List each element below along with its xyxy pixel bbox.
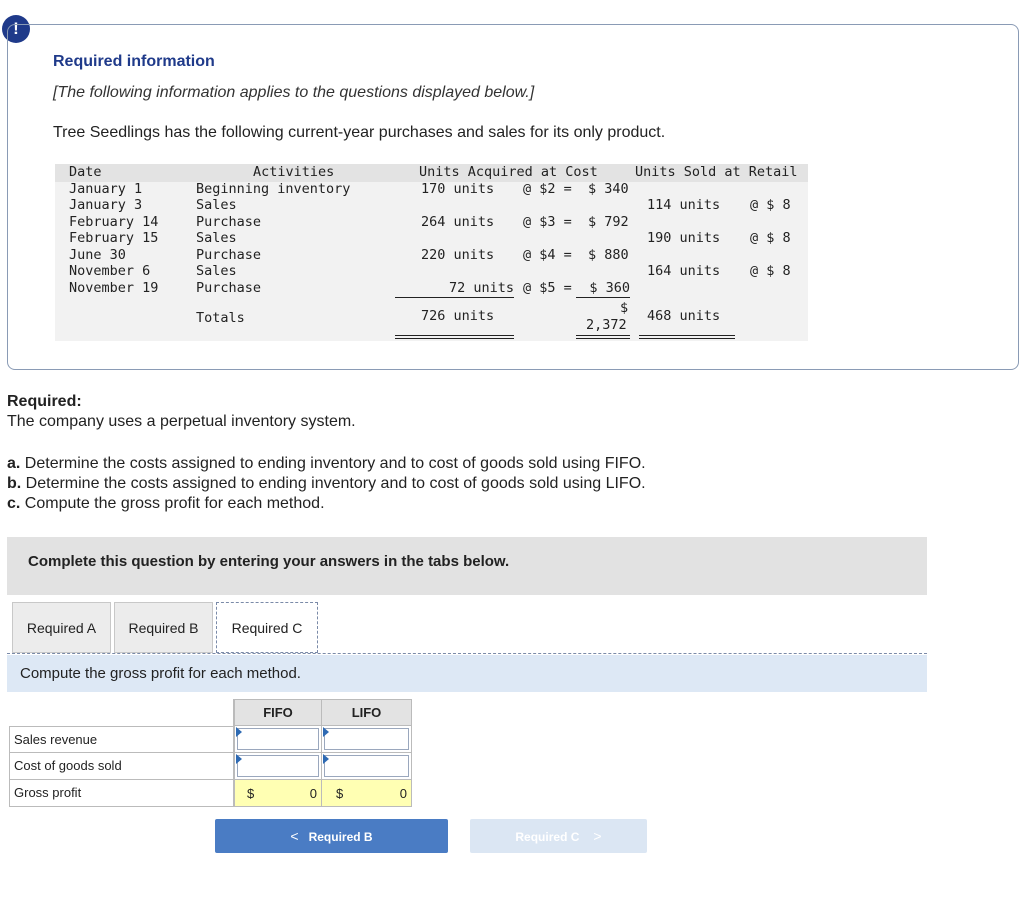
alert-icon: ! [2, 15, 30, 43]
chevron-left-icon: < [290, 828, 299, 844]
tab-required-a[interactable]: Required A [12, 602, 111, 653]
sales-revenue-lifo-input[interactable] [322, 726, 412, 753]
input-marker-icon [323, 727, 329, 737]
ledger-row-cost: $ 360 [576, 280, 630, 298]
column-header-lifo: LIFO [322, 699, 412, 726]
ledger-row-date: January 1 [69, 181, 143, 197]
gross-profit-fifo-amount: 0 [309, 786, 317, 801]
ledger-row-cost: $ 880 [588, 247, 629, 263]
prev-button-label: Required B [308, 830, 373, 844]
prev-button[interactable] [215, 819, 448, 853]
ledger-row-cost: $ 340 [588, 181, 629, 197]
input-marker-icon [236, 754, 242, 764]
gross-profit-lifo-value [322, 780, 412, 807]
ledger-row-date: June 30 [69, 247, 126, 263]
gross-profit-fifo-value [234, 780, 322, 807]
ledger-totals-units: 726 units [421, 308, 495, 324]
gross-profit-lifo-amount: 0 [399, 786, 407, 801]
required-heading: Required: [7, 393, 82, 410]
ledger-double-underline [576, 335, 630, 339]
ledger-totals-sold-units: 468 units [647, 308, 721, 324]
ledger-row-sold-rate: @ $ 8 [750, 263, 791, 279]
required-text: The company uses a perpetual inventory system. [7, 413, 356, 430]
question-item: a. Determine the costs assigned to ending inventory and to cost of goods sold using FIFO. [7, 455, 646, 472]
prompt-bar: Compute the gross profit for each method. [7, 655, 927, 692]
required-information-title: Required information [53, 53, 215, 70]
ledger-row-cost: $ 792 [588, 214, 629, 230]
currency-symbol: $ [336, 786, 344, 801]
row-label-cost-of-goods-sold: Cost of goods sold [9, 753, 234, 780]
ledger-double-underline [395, 335, 514, 339]
ledger-row-rate: @ $4 = [523, 247, 572, 263]
ledger-totals-cost-symbol: $ [620, 300, 629, 316]
question-list [7, 454, 646, 514]
ledger-row-activity: Sales [196, 197, 237, 213]
input-marker-icon [236, 727, 242, 737]
ledger-row-sold-rate: @ $ 8 [750, 197, 791, 213]
column-header-fifo: FIFO [234, 699, 322, 726]
required-information-subtitle: [The following information applies to the questions displayed below.] [53, 84, 535, 101]
next-button-label: Required C [515, 830, 580, 844]
ledger-row-units: 170 units [421, 181, 495, 197]
cogs-lifo-input[interactable] [322, 753, 412, 780]
ledger-row-activity: Beginning inventory [196, 181, 351, 197]
ledger-row-activity: Sales [196, 230, 237, 246]
ledger-row-units: 220 units [421, 247, 495, 263]
cogs-fifo-input[interactable] [234, 753, 322, 780]
inventory-ledger [55, 164, 808, 341]
ledger-row-date: February 15 [69, 230, 159, 246]
tab-divider [7, 653, 927, 654]
sales-revenue-fifo-input[interactable] [234, 726, 322, 753]
ledger-row-date: November 19 [69, 280, 159, 296]
ledger-header-activities: Activities [253, 164, 335, 180]
ledger-row-date: January 3 [69, 197, 143, 213]
ledger-row-rate: @ $5 = [523, 280, 572, 296]
row-label-gross-profit: Gross profit [9, 780, 234, 807]
ledger-row-activity: Purchase [196, 247, 262, 263]
question-item: b. Determine the costs assigned to ending inventory and to cost of goods sold using LIFO. [7, 475, 646, 492]
ledger-row-date: November 6 [69, 263, 151, 279]
table-corner [9, 699, 234, 726]
question-item: c. Compute the gross profit for each method. [7, 495, 325, 512]
ledger-row-date: February 14 [69, 214, 159, 230]
ledger-header-acquired: Units Acquired at Cost [419, 164, 598, 180]
ledger-row-activity: Purchase [196, 214, 262, 230]
ledger-row-units: 264 units [421, 214, 495, 230]
ledger-row-units: 72 units [395, 280, 514, 298]
tab-required-c[interactable]: Required C [216, 602, 318, 653]
ledger-row-rate: @ $3 = [523, 214, 572, 230]
row-label-sales-revenue: Sales revenue [9, 726, 234, 753]
ledger-double-underline [639, 335, 735, 339]
ledger-row-rate: @ $2 = [523, 181, 572, 197]
ledger-totals-label: Totals [196, 310, 245, 326]
input-marker-icon [323, 754, 329, 764]
tab-required-b[interactable]: Required B [114, 602, 213, 653]
ledger-row-sold-units: 114 units [647, 197, 721, 213]
ledger-header-date: Date [69, 164, 102, 180]
intro-text: Tree Seedlings has the following current-year purchases and sales for its only product. [53, 124, 666, 141]
ledger-header-sold: Units Sold at Retail [635, 164, 798, 180]
chevron-right-icon: > [593, 828, 602, 844]
ledger-row-sold-units: 190 units [647, 230, 721, 246]
ledger-row-sold-rate: @ $ 8 [750, 230, 791, 246]
ledger-row-activity: Purchase [196, 280, 262, 296]
ledger-row-activity: Sales [196, 263, 237, 279]
complete-question-bar: Complete this question by entering your answers in the tabs below. [7, 537, 927, 595]
currency-symbol: $ [247, 786, 255, 801]
next-button[interactable] [470, 819, 647, 853]
ledger-totals-cost: 2,372 [586, 317, 627, 333]
ledger-row-sold-units: 164 units [647, 263, 721, 279]
